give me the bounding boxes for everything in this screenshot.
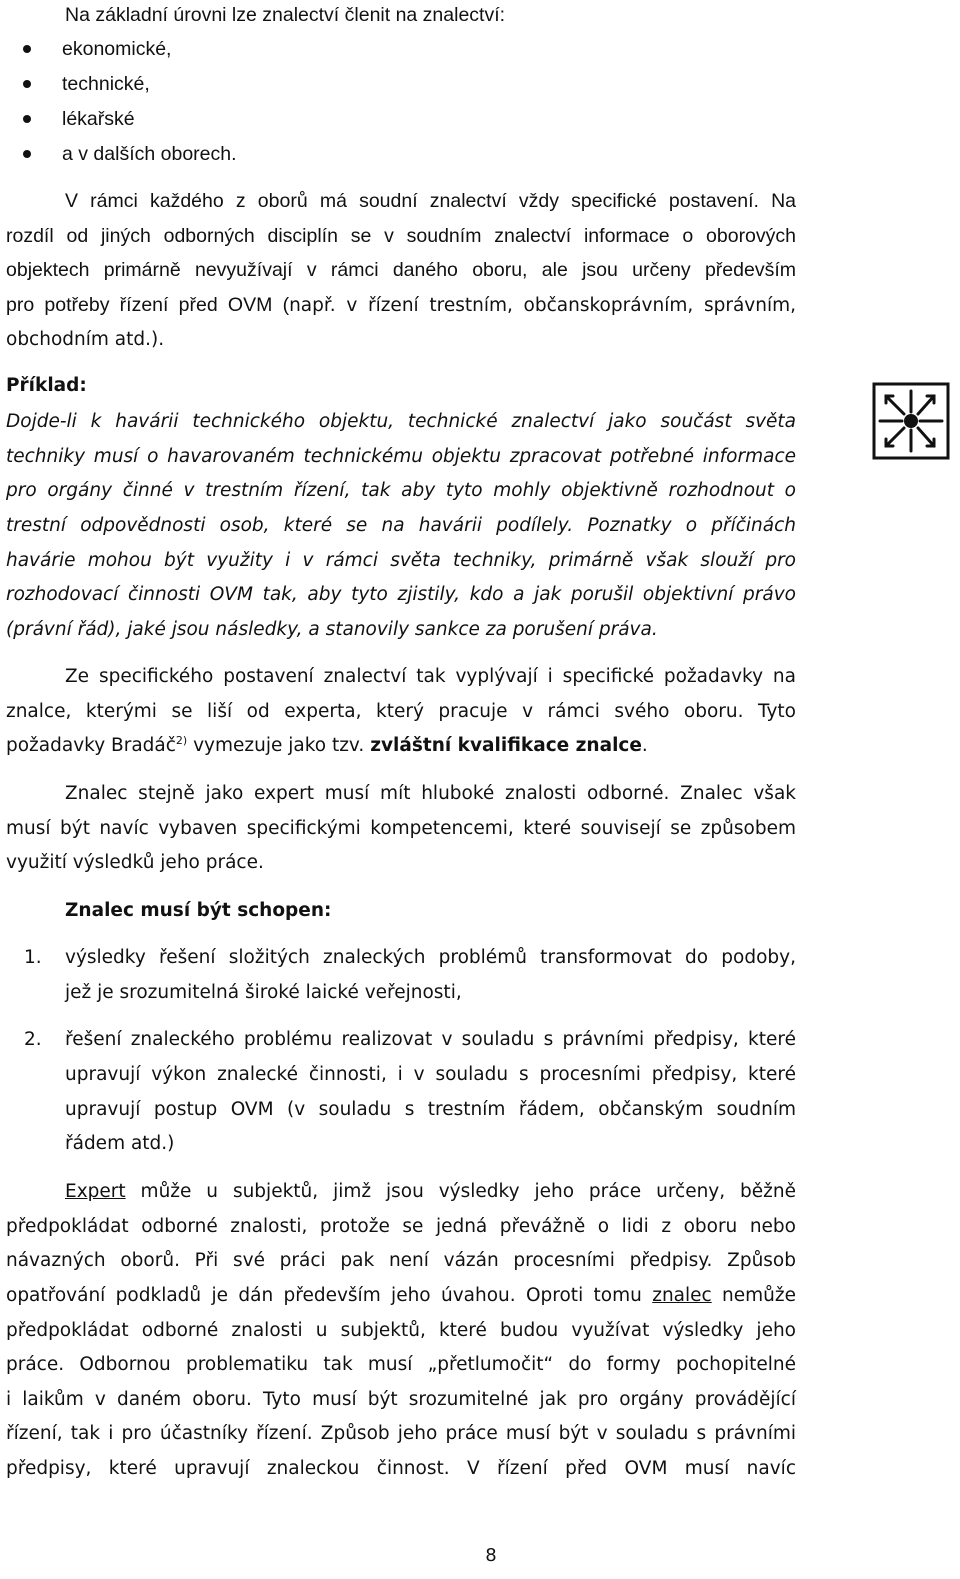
paragraph-line: řízení, tak i pro účastníky řízení. Způsob jeho práce musí být v souladu s právními xyxy=(6,1423,796,1444)
bullet-dot xyxy=(23,80,31,88)
example-line: pro orgány činné v trestním řízení, tak aby tyto mohly objektivně rozhodnout o xyxy=(6,480,796,501)
bullet-dot xyxy=(23,150,31,158)
paragraph-line: návazných oborů. Při své práci pak není vázán procesními předpisy. Způsob xyxy=(6,1250,796,1271)
term-bold: zvláštní kvalifikace znalce xyxy=(370,735,642,756)
paragraph-line xyxy=(6,734,648,758)
intro-paragraph-line: obchodním atd.). xyxy=(6,329,165,350)
example-line: (právní řád), jaké jsou následky, a stanovily sankce za porušení práva. xyxy=(6,619,658,640)
example-line: havárie mohou být využity i v rámci světa techniky, primárně však slouží pro xyxy=(6,550,796,571)
list-item-line: upravují postup OVM (v souladu s trestním řádem, občanským soudním xyxy=(65,1099,796,1120)
text-run: opatřování podkladů je dán především jeho úvahou. Oproti tomu xyxy=(6,1285,653,1306)
paragraph-line: předpokládat odborné znalosti u subjektů, které budou využívat výsledky jeho xyxy=(6,1320,796,1341)
example-line: trestní odpovědnosti osob, které se na havárii podílely. Poznatky o příčinách xyxy=(6,515,796,536)
list-item-line: řádem atd.) xyxy=(65,1133,175,1154)
text-run: může u subjektů, jimž jsou výsledky jeho práce určeny, běžně xyxy=(125,1181,796,1202)
paragraph-line: předpokládat odborné znalosti, protože se jedná převážně o lidi z oboru nebo xyxy=(6,1216,796,1237)
bullet-item-other: a v dalších oborech. xyxy=(62,143,237,165)
paragraph-line: předpisy, které upravují znaleckou činnost. V řízení před OVM musí navíc xyxy=(6,1458,796,1479)
list-item-line: jež je srozumitelná široké laické veřejnosti, xyxy=(65,982,462,1003)
text-run: vymezuje jako tzv. xyxy=(187,735,371,756)
text-run: . xyxy=(641,735,648,756)
paragraph-line: využití výsledků jeho práce. xyxy=(6,852,264,873)
intro-paragraph-line: objektech primárně nevyužívají v rámci daného oboru, ale jsou určeny především xyxy=(6,259,796,281)
example-heading: Příklad: xyxy=(6,375,87,396)
intro-line-part: např. v řízení trestním, občanskoprávním, správním, xyxy=(289,295,796,316)
paragraph-line: Ze specifického postavení znalectví tak vyplývají i specifické požadavky na xyxy=(65,666,796,687)
text-run: požadavky Bradáč xyxy=(6,735,176,756)
term-underlined: znalec xyxy=(652,1285,712,1306)
example-line: Dojde-li k havárii technického objektu, technické znalectví jako součást světa xyxy=(6,411,796,432)
intro-paragraph-line: V rámci každého z oborů má soudní znalectví vždy specifické postavení. Na xyxy=(65,190,796,212)
list-item-line: řešení znaleckého problému realizovat v souladu s právními předpisy, které xyxy=(65,1029,796,1050)
bullet-dot xyxy=(23,115,31,123)
paragraph-line: musí být navíc vybaven specifickými kompetencemi, které souvisejí se způsobem xyxy=(6,818,796,839)
paragraph-line: i laikům v daném oboru. Tyto musí být srozumitelné jak pro orgány provádějící xyxy=(6,1389,796,1410)
bullet-item-technical: technické, xyxy=(62,73,150,95)
paragraph-line xyxy=(65,1180,796,1204)
bullet-dot xyxy=(23,45,31,53)
paragraph-line: Znalec stejně jako expert musí mít hluboké znalosti odborné. Znalec však xyxy=(65,783,796,804)
bullet-item-economic: ekonomické, xyxy=(62,38,172,60)
footnote-ref: 2) xyxy=(175,734,188,747)
intro-paragraph-line xyxy=(6,293,796,318)
list-number: 1. xyxy=(24,947,42,968)
intro-lead: Na základní úrovni lze znalectví členit na znalectví: xyxy=(65,4,506,26)
paragraph-line: práce. Odbornou problematiku tak musí „přetlumočit“ do formy pochopitelné xyxy=(6,1354,796,1375)
example-sparkle-icon xyxy=(872,382,950,460)
intro-paragraph-line: rozdíl od jiných odborných disciplín se v soudním znalectví informace o oborových xyxy=(6,225,796,247)
paragraph-line xyxy=(6,1284,796,1308)
term-underlined: Expert xyxy=(65,1181,126,1202)
bullet-item-medical: lékařské xyxy=(62,108,135,130)
intro-line-part: pro potřeby řízení před OVM ( xyxy=(6,294,290,316)
list-item-line: výsledky řešení složitých znaleckých problémů transformovat do podoby, xyxy=(65,947,796,968)
page-number: 8 xyxy=(485,1545,497,1566)
list-number: 2. xyxy=(24,1029,42,1050)
abilities-heading: Znalec musí být schopen: xyxy=(65,900,332,921)
text-run: nemůže xyxy=(711,1285,796,1306)
example-line: techniky musí o havarovaném technickému objektu zpracovat potřebné informace xyxy=(6,446,796,467)
paragraph-line: znalce, kterými se liší od experta, který pracuje v rámci svého oboru. Tyto xyxy=(6,701,796,722)
list-item-line: upravují výkon znalecké činnosti, i v souladu s procesními předpisy, které xyxy=(65,1064,796,1085)
example-line: rozhodovací činnosti OVM tak, aby tyto zjistily, kdo a jak porušil objektivní právo xyxy=(6,584,796,605)
